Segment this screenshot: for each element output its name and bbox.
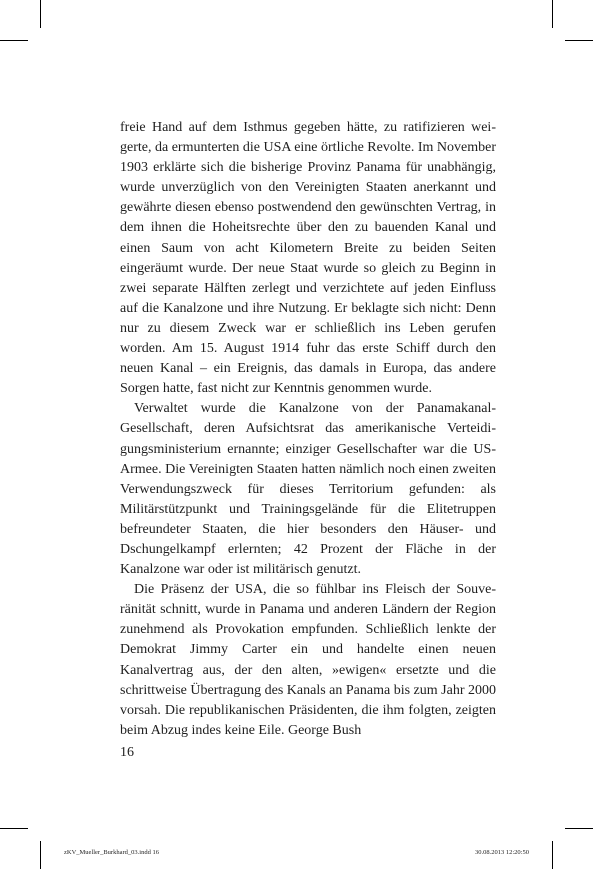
crop-mark-top-right-horizontal [565,40,593,41]
paragraph: freie Hand auf dem Isthmus gegeben hätte, zu ratifizieren weigerte, da ermunterten die USA eine örtliche Revolte. Im November 1903 erklärte sich die bisherige Provinz Panama für unabhängig, wurde unverzüglich von den Vereinigten Staaten anerkannt und gewährte diesen ebenso postwendend den gewünschten Vertrag, in dem ihnen die Hoheitsrechte über den zu bauenden Kanal und einen Saum von acht Kilometern Breite zu beiden Seiten eingeräumt wurde. Der neue Staat wurde so gleich zu Beginn in zwei separate Hälften zerlegt und verzichtete auf jeden Einfluss auf die Kanalzone und ihre Nutzung. Er beklagte sich nicht: Denn nur zu diesem Zweck war er schließlich ins Leben gerufen worden. Am 15. August 1914 fuhr das erste Schiff durch den neuen Kanal – ein Ereignis, das damals in Europa, das andere Sorgen hatte, fast nicht zur Kenntnis genommen wurde. [120,120,496,397]
page-number: 16 [120,745,134,760]
slug-timestamp: 30.08.2013 12:20:50 [475,849,529,856]
slug-filename: zKV_Mueller_Burkhard_03.indd 16 [64,849,159,856]
crop-mark-bottom-right-horizontal [565,828,593,829]
crop-mark-bottom-right [552,841,553,869]
body-text [120,118,496,741]
crop-mark-bottom-left-horizontal [0,828,28,829]
crop-mark-top-left-horizontal [0,40,28,41]
paragraph: Die Präsenz der USA, die so fühlbar ins Fleisch der Souveränität schnitt, wurde in Panama und anderen Ländern der Region zunehmend als Provokation empfunden. Schließlich lenkte der Demokrat Jimmy Carter ein und handelte einen neuen Kanalvertrag aus, der den alten, »ewigen« ersetzte und die schrittweise Übertragung des Kanals an Panama bis zum Jahr 2000 vorsah. Die republikanischen Präsidenten, die ihm folgten, zeigten beim Abzug indes keine Eile. George Bush [120,582,496,738]
crop-mark-bottom-left [40,841,41,869]
crop-mark-top-right [552,0,553,28]
paragraph: Verwaltet wurde die Kanalzone von der Panamakanal-Gesellschaft, deren Aufsichtsrat das amerikanische Verteidigungsministerium ernannte; einziger Gesellschafter war die US-Armee. Die Vereinigten Staaten hatten nämlich noch einen zweiten Verwendungszweck für dieses Territorium gefunden: als Militärstützpunkt und Trainingsgelände für die Elitetruppen befreundeter Staaten, die hier besonders den Häuser- und Dschungelkampf erlernten; 42 Prozent der Fläche in der Kanalzone war oder ist militärisch genutzt. [120,401,496,578]
crop-mark-top-left [40,0,41,28]
